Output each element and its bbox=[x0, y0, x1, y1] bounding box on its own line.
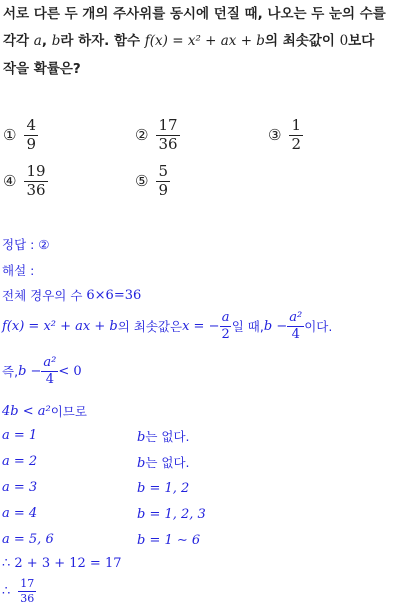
choice-3[interactable]: ③ $\frac{1}{2}$ bbox=[268, 116, 301, 153]
case-row: a = 4 b = 1, 2, 3 bbox=[2, 506, 206, 522]
final-answer-line: ∴ $\frac{17}{36}$ bbox=[2, 577, 35, 605]
function-expression: f(x) = x² + ax + b bbox=[144, 33, 265, 49]
choice-2[interactable]: ② $\frac{17}{36}$ bbox=[135, 116, 178, 153]
question-line-1: 서로 다른 두 개의 주사위를 동시에 던질 때, 나오는 두 눈의 수를 bbox=[3, 6, 386, 22]
case-row: a = 1 b는 없다. bbox=[2, 428, 190, 445]
question-line-2: 각각 a, b라 하자. 함수 f(x) = x² + ax + b의 최솟값이 0보다 bbox=[3, 33, 375, 49]
condition-line: 4b < a² 이므로 bbox=[2, 403, 87, 419]
choice-1[interactable]: ① $\frac{4}{9}$ bbox=[3, 116, 36, 153]
inequality-line: 즉, b − $\frac{\text{a²}}{4}$ < 0 bbox=[2, 355, 82, 387]
sum-line: ∴ 2 + 3 + 12 = 17 bbox=[2, 556, 122, 571]
choice-4[interactable]: ④ $\frac{19}{36}$ bbox=[3, 162, 46, 199]
question-line-3: 작을 확률은? bbox=[3, 61, 81, 77]
choice-5[interactable]: ⑤ $\frac{5}{9}$ bbox=[135, 162, 168, 199]
case-row: a = 3 b = 1, 2 bbox=[2, 480, 190, 496]
explanation-label: 해설 : bbox=[2, 263, 35, 278]
case-row: a = 2 b는 없다. bbox=[2, 454, 190, 471]
answer-label: 정답 : ② bbox=[2, 237, 50, 252]
total-cases-line: 전체 경우의 수 6×6=36 bbox=[2, 287, 142, 303]
minimum-line: f(x) = x² + ax + b 의 최솟값은 x = − $\frac{a}{2}$ 일 때, b − $\frac{\text{a²}}{4}$ 이다. bbox=[2, 310, 333, 342]
case-row: a = 5, 6 b = 1 ∼ 6 bbox=[2, 532, 201, 548]
